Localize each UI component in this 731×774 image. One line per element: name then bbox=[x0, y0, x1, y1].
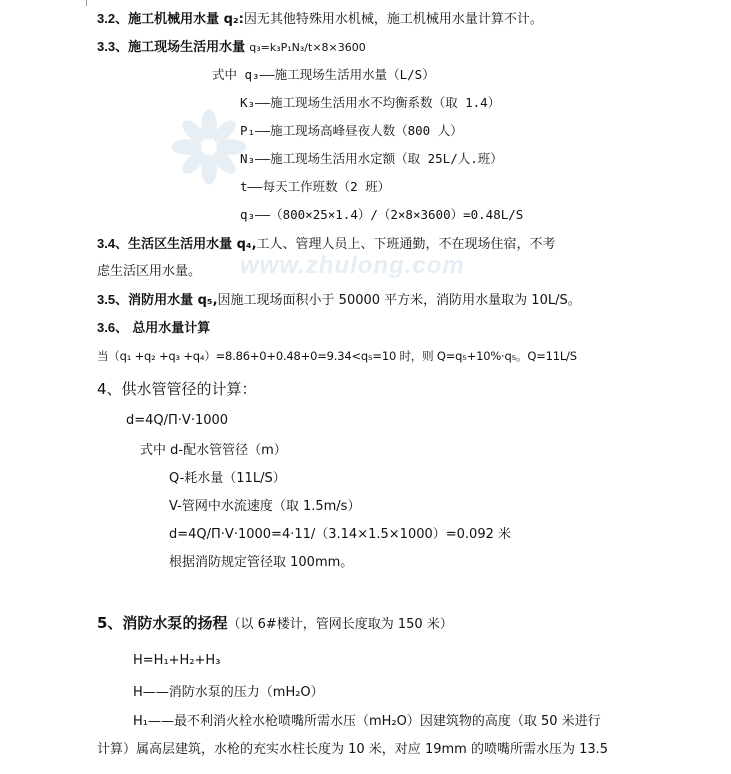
section-title: 施工机械用水量 q₂: bbox=[128, 12, 244, 27]
section-text: 工人、管理人员上、下班通勤，不在现场住宿，不考 bbox=[256, 237, 556, 252]
definition-line: K₃——施工现场生活用水不均衡系数（取 1.4） bbox=[240, 95, 501, 110]
formula: q₃=k₃P₁N₃/t×8×3600 bbox=[249, 41, 366, 54]
page-edge-mark bbox=[86, 0, 87, 6]
section-text-continued: 虑生活区用水量。 bbox=[97, 264, 202, 279]
section-number: 3.3、 bbox=[97, 39, 129, 54]
section-title: 总用水量计算 bbox=[132, 321, 211, 336]
section-title: 5、消防水泵的扬程 bbox=[97, 614, 228, 632]
section-3-2 bbox=[97, 10, 543, 29]
definition-line: V-管网中水流速度（取 1.5m/s） bbox=[169, 499, 361, 514]
definition-line: d=4Q/Π·V·1000=4·11/（3.14×1.5×1000）=0.092 米 bbox=[169, 527, 511, 542]
section-note: （以 6#楼计，管网长度取为 150 米） bbox=[227, 617, 453, 632]
formula: d=4Q/Π·V·1000 bbox=[126, 413, 229, 428]
section-number: 3.2、 bbox=[97, 11, 129, 26]
section-title: 施工现场生活用水量 bbox=[128, 40, 246, 55]
definition-line: q₃——（800×25×1.4）/（2×8×3600）=0.48L/S bbox=[240, 207, 524, 222]
section-number: 3.5、 bbox=[97, 292, 129, 307]
definition-line: 式中 q₃——施工现场生活用水量（L/S） bbox=[212, 67, 435, 82]
formula: H=H₁+H₂+H₃ bbox=[133, 653, 221, 668]
section-title: 生活区生活用水量 q₄, bbox=[128, 237, 257, 252]
section-3-5 bbox=[97, 291, 581, 310]
flower-watermark-icon bbox=[170, 108, 248, 186]
section-3-4 bbox=[97, 235, 556, 254]
section-5-heading bbox=[97, 614, 453, 634]
definition-line: N₃——施工现场生活用水定额（取 25L/人.班） bbox=[240, 151, 503, 166]
definition-line: H——消防水泵的压力（mH₂O） bbox=[133, 685, 324, 700]
definition-line-continued: 计算）属高层建筑，水枪的充实水柱长度为 10 米，对应 19mm 的喷嘴所需水压为 13.5 bbox=[97, 742, 609, 757]
section-number: 3.4、 bbox=[97, 236, 129, 251]
watermark-text: www.zhulong.com bbox=[240, 252, 465, 279]
section-3-6 bbox=[97, 319, 210, 338]
total-water-formula: 当（q₁ +q₂ +q₃ +q₄）=8.86+0+0.48+0=9.34<q₅=10 时，则 Q=q₅+10%·q₅。Q=11L/S bbox=[97, 349, 577, 363]
section-3-3 bbox=[97, 38, 366, 57]
definition-line: H₁——最不利消火栓水枪喷嘴所需水压（mH₂O）因建筑物的高度（取 50 米进行 bbox=[133, 714, 601, 729]
section-title: 消防用水量 q₅, bbox=[128, 293, 218, 308]
section-number: 3.6、 bbox=[97, 320, 129, 335]
definition-line: P₁——施工现场高峰昼夜人数（800 人） bbox=[240, 123, 463, 138]
definition-line: t——每天工作班数（2 班） bbox=[240, 179, 391, 194]
section-text: 因无其他特殊用水机械，施工机械用水量计算不计。 bbox=[243, 12, 543, 27]
section-text: 因施工现场面积小于 50000 平方米，消防用水量取为 10L/S。 bbox=[217, 293, 581, 308]
definition-line: 式中 d-配水管管径（m） bbox=[140, 443, 287, 458]
definition-line: Q-耗水量（11L/S） bbox=[169, 471, 286, 486]
section-4-heading: 4、供水管管径的计算： bbox=[97, 380, 257, 398]
definition-line: 根据消防规定管径取 100mm。 bbox=[169, 555, 354, 570]
